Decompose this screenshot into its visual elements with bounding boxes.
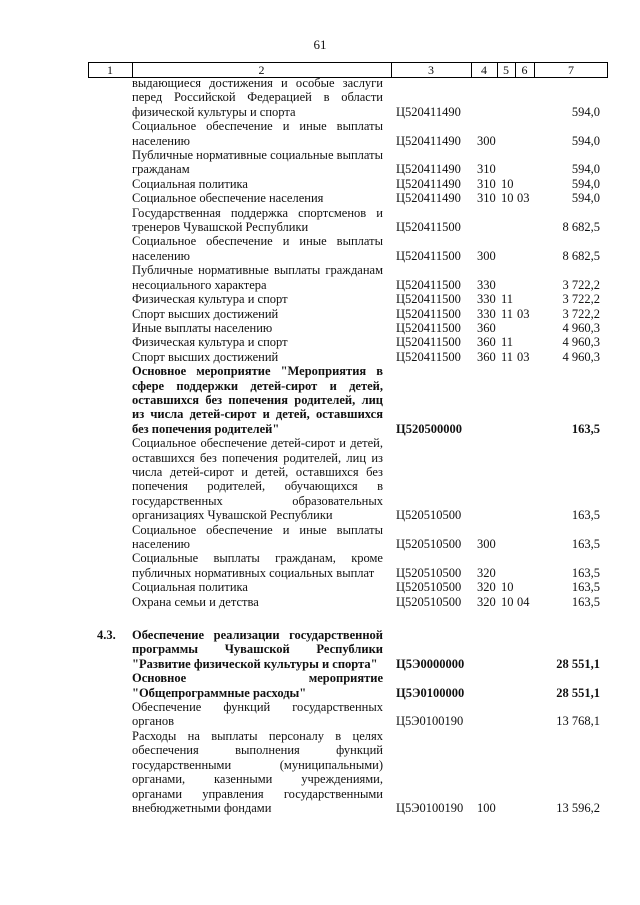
row-description: Обеспечение функций государственных органов [132,700,383,729]
row-description: Охрана семьи и детства [132,594,259,609]
row-expense-type: 360 [477,335,496,350]
row-section: 10 [501,176,514,191]
table-row [0,628,640,671]
row-expense-type: 360 [477,349,496,364]
table-row [0,700,640,729]
row-subsection: 03 [517,191,530,206]
row-description: Социальная политика [132,580,248,595]
row-amount: 4 960,3 [562,320,600,335]
table-body [0,76,640,815]
row-description: Физическая культура и спорт [132,292,288,307]
table-row [0,177,640,191]
row-code: Ц520411490 [396,191,461,206]
row-expense-type: 330 [477,277,496,292]
table-row [0,76,640,119]
row-expense-type: 360 [477,320,496,335]
row-description: Социальное обеспечение населения [132,191,324,206]
row-section: 11 [501,306,514,321]
row-code: Ц520510500 [396,580,462,595]
row-code: Ц520411500 [396,248,461,263]
row-description: Государственная поддержка спортсменов и тренеров Чувашской Республики [132,205,383,235]
row-amount: 13 596,2 [556,800,600,815]
row-description: Социальное обеспечение и иные выплаты населению [132,522,383,551]
table-row [0,307,640,321]
page-number: 61 [313,37,327,52]
table-row [0,321,640,335]
row-description: Обеспечение реализации государственной программы Чувашской Республики "Развитие физической культуры и спорта" [132,628,383,671]
row-amount: 3 722,2 [562,292,600,307]
row-section: 10 [501,580,514,595]
row-section: 11 [501,292,514,307]
row-expense-type: 310 [477,191,496,206]
row-subsection: 03 [517,349,530,364]
header-col-4: 4 [481,63,487,77]
row-amount: 163,5 [571,594,600,609]
header-col-6: 6 [521,63,528,77]
row-section: 11 [501,349,514,364]
row-amount: 163,5 [571,537,600,551]
row-expense-type: 310 [477,162,496,177]
row-amount: 594,0 [571,162,600,177]
table-row [0,350,640,364]
row-code: Ц5Э0100190 [396,714,464,729]
row-code: Ц5Э0100000 [396,685,465,700]
row-code: Ц520411490 [396,133,461,148]
row-expense-type: 320 [477,594,496,609]
row-amount: 4 960,3 [562,335,600,350]
row-number: 4.3. [97,628,116,643]
row-amount: 163,5 [571,580,600,595]
table-row [0,523,640,552]
table-row [0,292,640,306]
row-description: выдающиеся достижения и особые заслуги перед Российской Федерацией в области физической культуры и спорта [132,76,383,119]
row-expense-type: 330 [477,292,496,307]
table-row [0,580,640,594]
table-row [0,671,640,700]
row-expense-type: 330 [477,306,496,321]
row-code: Ц520411500 [396,335,461,350]
row-section: 10 [501,191,514,206]
row-amount: 3 722,2 [562,306,600,321]
row-description: Основное мероприятие "Общепрограммные расходы" [132,671,383,700]
row-description: Спорт высших достижений [132,349,279,364]
row-description: Социальное обеспечение и иные выплаты населению [132,119,383,148]
row-expense-type: 320 [477,580,496,595]
row-description: Иные выплаты населению [132,320,273,335]
row-description: Публичные нормативные выплаты гражданам несоциального характера [132,263,383,292]
table-row [0,595,640,609]
row-amount: 594,0 [571,104,600,119]
row-description: Физическая культура и спорт [132,335,288,350]
row-code: Ц520510500 [396,594,462,609]
row-description: Социальные выплаты гражданам, кроме публичных нормативных социальных выплат [132,551,383,580]
row-amount: 4 960,3 [562,349,600,364]
row-expense-type: 310 [477,176,496,191]
row-code: Ц520411500 [396,306,461,321]
row-amount: 594,0 [571,133,600,148]
row-amount: 163,5 [571,508,600,523]
row-amount: 594,0 [571,191,600,206]
header-col-1: 1 [107,63,113,77]
table-row [0,148,640,177]
row-code: Ц520411500 [396,220,461,235]
row-code: Ц520411500 [396,349,461,364]
row-amount: 28 551,1 [556,685,600,700]
row-code: Ц520411500 [396,277,461,292]
row-section: 10 [501,594,514,609]
row-description: Публичные нормативные социальные выплаты гражданам [132,148,383,177]
row-description: Расходы на выплаты персоналу в целях обеспечения выполнения функций государственными (муниципальными) органами, казенными учреждениями, органами управления государственными внебюджетными фондами [132,728,383,815]
table-row [0,191,640,205]
row-subsection: 03 [517,306,530,321]
table-row [0,551,640,580]
row-expense-type: 320 [477,565,496,580]
row-amount: 8 682,5 [562,248,600,263]
row-code: Ц520510500 [396,508,462,523]
row-description: Основное мероприятие "Мероприятия в сфере поддержки детей-сирот и детей, оставшихся без попечения родителей, лиц из числа детей-сирот и детей, оставшихся без попечения родителей" [132,364,383,436]
row-amount: 3 722,2 [562,277,600,292]
row-code: Ц520411490 [396,104,461,119]
row-code: Ц5Э0100190 [396,800,464,815]
row-code: Ц5Э0000000 [396,656,465,671]
row-subsection: 04 [517,594,530,609]
header-col-2: 2 [258,63,265,77]
row-code: Ц520411500 [396,292,461,307]
row-description: Социальная политика [132,176,248,191]
table-row [0,729,640,815]
header-col-7: 7 [568,63,574,77]
row-description: Социальное обеспечение и иные выплаты населению [132,234,383,263]
header-col-3: 3 [428,63,434,77]
row-expense-type: 300 [477,248,496,263]
table-row [0,436,640,522]
row-amount: 28 551,1 [556,656,600,671]
row-code: Ц520500000 [396,421,462,436]
row-code: Ц520411490 [396,176,461,191]
row-code: Ц520510500 [396,537,462,551]
table-row [0,234,640,263]
row-amount: 8 682,5 [562,220,600,235]
row-code: Ц520411490 [396,162,461,177]
table-row [0,206,640,235]
row-amount: 163,5 [571,565,600,580]
row-code: Ц520411500 [396,320,461,335]
row-amount: 13 768,1 [556,714,600,729]
row-expense-type: 300 [477,133,496,148]
row-code: Ц520510500 [396,565,462,580]
row-section: 11 [501,335,514,350]
row-amount: 163,5 [571,421,600,436]
header-col-5: 5 [503,63,509,77]
row-description: Социальное обеспечение детей-сирот и детей, оставшихся без попечения родителей, лиц из числа детей-сирот и детей, оставшихся без попечения родителей, обучающихся в государственных образовательных организациях Чувашской Республики [132,436,383,523]
row-amount: 594,0 [571,176,600,191]
row-expense-type: 300 [477,537,496,551]
table-row [0,364,640,436]
table-row [0,119,640,148]
row-expense-type: 100 [477,800,496,815]
table-row [0,335,640,349]
table-row [0,263,640,292]
row-description: Спорт высших достижений [132,306,279,321]
